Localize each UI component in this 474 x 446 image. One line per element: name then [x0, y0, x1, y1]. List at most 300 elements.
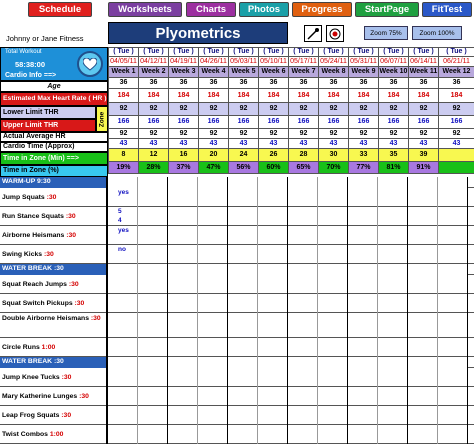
workout-entry-cell[interactable]: [108, 188, 138, 207]
time-zone-row-cell[interactable]: [139, 149, 169, 162]
workout-entry-cell[interactable]: [438, 387, 468, 406]
workout-entry-cell[interactable]: [438, 207, 468, 226]
workout-entry-cell[interactable]: [168, 368, 198, 387]
workout-entry-cell[interactable]: [228, 226, 258, 245]
workout-entry-cell[interactable]: [378, 188, 408, 207]
workout-entry-cell[interactable]: [378, 177, 408, 188]
workout-entry-cell[interactable]: [168, 245, 198, 264]
workout-entry-cell[interactable]: [258, 425, 288, 444]
workout-entry-cell[interactable]: [348, 177, 378, 188]
workout-entry-cell[interactable]: [138, 264, 168, 275]
workout-entry-cell[interactable]: [138, 188, 168, 207]
week-row-cell[interactable]: [139, 67, 169, 78]
workout-entry-cell[interactable]: [408, 207, 438, 226]
time-zone-row-cell[interactable]: [319, 149, 349, 162]
workout-entry-cell[interactable]: [378, 338, 408, 357]
lower-row-cell[interactable]: [229, 103, 259, 116]
workout-entry-cell[interactable]: [318, 245, 348, 264]
workout-entry-cell[interactable]: [408, 226, 438, 245]
workout-entry-cell[interactable]: [258, 275, 288, 294]
cardio-time-row-cell[interactable]: [169, 139, 199, 149]
workout-entry-cell[interactable]: [438, 338, 468, 357]
workout-entry-cell[interactable]: [288, 245, 318, 264]
workout-entry-cell[interactable]: [438, 226, 468, 245]
workout-entry-cell[interactable]: [438, 406, 468, 425]
workout-entry-cell[interactable]: [138, 177, 168, 188]
workout-entry-cell[interactable]: [438, 425, 468, 444]
cardio-time-row-cell[interactable]: [109, 139, 139, 149]
age-row-cell[interactable]: [109, 78, 139, 89]
workout-entry-cell[interactable]: [258, 294, 288, 313]
workout-entry-cell[interactable]: [258, 264, 288, 275]
workout-entry-cell[interactable]: [408, 357, 438, 368]
workout-entry-cell[interactable]: [318, 338, 348, 357]
date-row-cell[interactable]: [379, 57, 409, 67]
workout-entry-cell[interactable]: [348, 207, 378, 226]
workout-entry-cell[interactable]: [198, 294, 228, 313]
workout-entry-cell[interactable]: [228, 368, 258, 387]
workout-entry-cell[interactable]: [198, 275, 228, 294]
workout-entry-cell[interactable]: [198, 338, 228, 357]
workout-entry-cell[interactable]: [198, 357, 228, 368]
lower-row-cell[interactable]: [169, 103, 199, 116]
lower-row-cell[interactable]: [109, 103, 139, 116]
avg-row-cell[interactable]: [319, 129, 349, 139]
upper-row-cell[interactable]: [109, 116, 139, 129]
workout-entry-cell[interactable]: [108, 338, 138, 357]
workout-entry-cell[interactable]: [108, 387, 138, 406]
workout-entry-cell[interactable]: [318, 425, 348, 444]
zoom-100-button[interactable]: Zoom 100%: [412, 26, 462, 40]
workout-entry-cell[interactable]: [318, 313, 348, 338]
max-hr-row-cell[interactable]: [229, 89, 259, 103]
startpage-button[interactable]: StartPage: [355, 2, 419, 17]
workout-entry-cell[interactable]: [348, 338, 378, 357]
week-row-cell[interactable]: [409, 67, 439, 78]
workout-entry-cell[interactable]: [348, 294, 378, 313]
day-row-cell[interactable]: [109, 48, 139, 57]
workout-entry-cell[interactable]: [378, 387, 408, 406]
workout-entry-cell[interactable]: [318, 294, 348, 313]
lower-row-cell[interactable]: [349, 103, 379, 116]
workout-entry-cell[interactable]: [258, 177, 288, 188]
workout-entry-cell[interactable]: [168, 338, 198, 357]
workout-entry-cell[interactable]: [288, 406, 318, 425]
workout-entry-cell[interactable]: [198, 226, 228, 245]
workout-entry-cell[interactable]: [408, 264, 438, 275]
workout-entry-cell[interactable]: [108, 245, 138, 264]
age-row-cell[interactable]: [169, 78, 199, 89]
workout-entry-cell[interactable]: [138, 406, 168, 425]
time-zone-row-cell[interactable]: [439, 149, 474, 162]
workout-entry-cell[interactable]: [438, 313, 468, 338]
time-pct-row-cell[interactable]: [439, 162, 474, 174]
time-zone-row-cell[interactable]: [349, 149, 379, 162]
week-row-cell[interactable]: [439, 67, 474, 78]
workout-entry-cell[interactable]: [138, 313, 168, 338]
workout-entry-cell[interactable]: [258, 188, 288, 207]
workout-entry-cell[interactable]: [228, 245, 258, 264]
workout-entry-cell[interactable]: [348, 387, 378, 406]
cardio-time-row-cell[interactable]: [259, 139, 289, 149]
avg-row-cell[interactable]: [169, 129, 199, 139]
workout-entry-cell[interactable]: [348, 357, 378, 368]
cardio-time-row-cell[interactable]: [409, 139, 439, 149]
workout-entry-cell[interactable]: [228, 207, 258, 226]
workout-entry-cell[interactable]: [378, 207, 408, 226]
time-pct-row-cell[interactable]: [349, 162, 379, 174]
day-row-cell[interactable]: [289, 48, 319, 57]
day-row-cell[interactable]: [199, 48, 229, 57]
workout-entry-cell[interactable]: [348, 275, 378, 294]
workout-entry-cell[interactable]: [318, 207, 348, 226]
date-row-cell[interactable]: [259, 57, 289, 67]
workout-entry-cell[interactable]: [258, 313, 288, 338]
workout-entry-cell[interactable]: [138, 245, 168, 264]
workout-entry-cell[interactable]: [138, 338, 168, 357]
workout-entry-cell[interactable]: [408, 387, 438, 406]
max-hr-row-cell[interactable]: [319, 89, 349, 103]
workout-entry-cell[interactable]: [168, 177, 198, 188]
workout-entry-cell[interactable]: [408, 368, 438, 387]
time-zone-row-cell[interactable]: [259, 149, 289, 162]
workout-entry-cell[interactable]: [168, 425, 198, 444]
workout-entry-cell[interactable]: [258, 207, 288, 226]
max-hr-row-cell[interactable]: [379, 89, 409, 103]
workout-entry-cell[interactable]: [348, 245, 378, 264]
workout-entry-cell[interactable]: [318, 406, 348, 425]
lower-row-cell[interactable]: [409, 103, 439, 116]
avg-row-cell[interactable]: [259, 129, 289, 139]
workout-entry-cell[interactable]: [228, 357, 258, 368]
time-zone-row-cell[interactable]: [409, 149, 439, 162]
workout-entry-cell[interactable]: [318, 275, 348, 294]
time-pct-row-cell[interactable]: [379, 162, 409, 174]
date-row-cell[interactable]: [289, 57, 319, 67]
max-hr-row-cell[interactable]: [199, 89, 229, 103]
workout-entry-cell[interactable]: [108, 313, 138, 338]
lower-row-cell[interactable]: [319, 103, 349, 116]
week-row-cell[interactable]: [319, 67, 349, 78]
date-row-cell[interactable]: [349, 57, 379, 67]
upper-row-cell[interactable]: [319, 116, 349, 129]
workout-entry-cell[interactable]: [348, 188, 378, 207]
workout-entry-cell[interactable]: [438, 245, 468, 264]
workout-entry-cell[interactable]: [348, 226, 378, 245]
workout-entry-cell[interactable]: [408, 177, 438, 188]
workout-entry-cell[interactable]: [228, 338, 258, 357]
time-pct-row-cell[interactable]: [229, 162, 259, 174]
upper-row-cell[interactable]: [379, 116, 409, 129]
upper-row-cell[interactable]: [349, 116, 379, 129]
age-row-cell[interactable]: [199, 78, 229, 89]
workout-entry-cell[interactable]: [408, 294, 438, 313]
cardio-time-row-cell[interactable]: [379, 139, 409, 149]
workout-entry-cell[interactable]: [438, 357, 468, 368]
charts-button[interactable]: Charts: [186, 2, 236, 17]
workout-entry-cell[interactable]: [108, 406, 138, 425]
time-zone-row-cell[interactable]: [169, 149, 199, 162]
workout-entry-cell[interactable]: [168, 207, 198, 226]
lower-row-cell[interactable]: [439, 103, 474, 116]
workout-entry-cell[interactable]: [138, 226, 168, 245]
workout-entry-cell[interactable]: [318, 387, 348, 406]
day-row-cell[interactable]: [229, 48, 259, 57]
avg-row-cell[interactable]: [409, 129, 439, 139]
workout-entry-cell[interactable]: [288, 275, 318, 294]
age-row-cell[interactable]: [259, 78, 289, 89]
workout-entry-cell[interactable]: [198, 313, 228, 338]
upper-row-cell[interactable]: [439, 116, 474, 129]
workout-entry-cell[interactable]: [378, 264, 408, 275]
upper-row-cell[interactable]: [169, 116, 199, 129]
time-pct-row-cell[interactable]: [259, 162, 289, 174]
workout-entry-cell[interactable]: [198, 188, 228, 207]
workout-entry-cell[interactable]: [318, 264, 348, 275]
avg-row-cell[interactable]: [439, 129, 474, 139]
workout-entry-cell[interactable]: [228, 406, 258, 425]
workout-entry-cell[interactable]: [288, 226, 318, 245]
workout-entry-cell[interactable]: [168, 226, 198, 245]
workout-entry-cell[interactable]: [378, 294, 408, 313]
date-row-cell[interactable]: [229, 57, 259, 67]
workout-entry-cell[interactable]: [108, 207, 138, 226]
age-row-cell[interactable]: [349, 78, 379, 89]
workout-entry-cell[interactable]: [108, 177, 138, 188]
workout-entry-cell[interactable]: [408, 338, 438, 357]
day-row-cell[interactable]: [139, 48, 169, 57]
workout-entry-cell[interactable]: [378, 313, 408, 338]
workout-entry-cell[interactable]: [168, 357, 198, 368]
week-row-cell[interactable]: [289, 67, 319, 78]
date-row-cell[interactable]: [439, 57, 474, 67]
workout-entry-cell[interactable]: [198, 425, 228, 444]
date-row-cell[interactable]: [409, 57, 439, 67]
heart-icon[interactable]: [77, 51, 103, 77]
workout-entry-cell[interactable]: [108, 368, 138, 387]
workout-entry-cell[interactable]: [438, 275, 468, 294]
lower-row-cell[interactable]: [379, 103, 409, 116]
workout-entry-cell[interactable]: [378, 226, 408, 245]
avg-row-cell[interactable]: [289, 129, 319, 139]
avg-row-cell[interactable]: [229, 129, 259, 139]
workout-entry-cell[interactable]: [378, 425, 408, 444]
workout-entry-cell[interactable]: [378, 357, 408, 368]
avg-row-cell[interactable]: [379, 129, 409, 139]
cardio-time-row-cell[interactable]: [439, 139, 474, 149]
workout-entry-cell[interactable]: [438, 188, 468, 207]
age-row-cell[interactable]: [139, 78, 169, 89]
age-row-cell[interactable]: [379, 78, 409, 89]
upper-row-cell[interactable]: [259, 116, 289, 129]
workout-entry-cell[interactable]: [438, 177, 468, 188]
upper-row-cell[interactable]: [199, 116, 229, 129]
workout-entry-cell[interactable]: [138, 207, 168, 226]
workout-entry-cell[interactable]: [108, 264, 138, 275]
workout-entry-cell[interactable]: [108, 275, 138, 294]
time-pct-row-cell[interactable]: [409, 162, 439, 174]
workout-entry-cell[interactable]: [108, 357, 138, 368]
day-row-cell[interactable]: [169, 48, 199, 57]
max-hr-row-cell[interactable]: [109, 89, 139, 103]
lower-row-cell[interactable]: [289, 103, 319, 116]
workout-entry-cell[interactable]: [348, 264, 378, 275]
workout-entry-cell[interactable]: [378, 368, 408, 387]
workout-entry-cell[interactable]: [108, 294, 138, 313]
age-row-cell[interactable]: [289, 78, 319, 89]
date-row-cell[interactable]: [109, 57, 139, 67]
workout-entry-cell[interactable]: [198, 264, 228, 275]
workout-entry-cell[interactable]: [408, 425, 438, 444]
workout-entry-cell[interactable]: [348, 425, 378, 444]
workout-entry-cell[interactable]: [318, 368, 348, 387]
workout-entry-cell[interactable]: [228, 425, 258, 444]
workout-entry-cell[interactable]: [378, 245, 408, 264]
date-row-cell[interactable]: [319, 57, 349, 67]
workout-entry-cell[interactable]: [168, 275, 198, 294]
max-hr-row-cell[interactable]: [169, 89, 199, 103]
workout-entry-cell[interactable]: [408, 275, 438, 294]
record-icon[interactable]: [326, 25, 344, 42]
max-hr-row-cell[interactable]: [409, 89, 439, 103]
time-zone-row-cell[interactable]: [109, 149, 139, 162]
workout-entry-cell[interactable]: [258, 387, 288, 406]
workout-entry-cell[interactable]: [378, 406, 408, 425]
lower-row-cell[interactable]: [259, 103, 289, 116]
workout-entry-cell[interactable]: [168, 294, 198, 313]
workout-entry-cell[interactable]: [168, 313, 198, 338]
workout-entry-cell[interactable]: [348, 368, 378, 387]
avg-row-cell[interactable]: [109, 129, 139, 139]
cardio-time-row-cell[interactable]: [199, 139, 229, 149]
upper-row-cell[interactable]: [229, 116, 259, 129]
workout-entry-cell[interactable]: [228, 387, 258, 406]
upper-row-cell[interactable]: [289, 116, 319, 129]
workout-entry-cell[interactable]: [348, 406, 378, 425]
fittest-button[interactable]: FitTest: [422, 2, 472, 17]
workout-entry-cell[interactable]: [438, 294, 468, 313]
workout-entry-cell[interactable]: [228, 313, 258, 338]
week-row-cell[interactable]: [379, 67, 409, 78]
zoom-75-button[interactable]: Zoom 75%: [364, 26, 408, 40]
workout-entry-cell[interactable]: [138, 357, 168, 368]
max-hr-row-cell[interactable]: [349, 89, 379, 103]
workout-entry-cell[interactable]: [408, 245, 438, 264]
workout-entry-cell[interactable]: [258, 226, 288, 245]
cardio-time-row-cell[interactable]: [139, 139, 169, 149]
time-zone-row-cell[interactable]: [289, 149, 319, 162]
workout-entry-cell[interactable]: [258, 406, 288, 425]
cardio-time-row-cell[interactable]: [319, 139, 349, 149]
avg-row-cell[interactable]: [199, 129, 229, 139]
workout-entry-cell[interactable]: [408, 406, 438, 425]
workout-entry-cell[interactable]: [288, 188, 318, 207]
workout-entry-cell[interactable]: [258, 338, 288, 357]
workout-entry-cell[interactable]: [138, 294, 168, 313]
workout-entry-cell[interactable]: [138, 425, 168, 444]
workout-entry-cell[interactable]: [228, 264, 258, 275]
max-hr-row-cell[interactable]: [259, 89, 289, 103]
workout-entry-cell[interactable]: [438, 368, 468, 387]
lower-row-cell[interactable]: [199, 103, 229, 116]
cardio-time-row-cell[interactable]: [289, 139, 319, 149]
workout-entry-cell[interactable]: [288, 177, 318, 188]
date-row-cell[interactable]: [139, 57, 169, 67]
workout-entry-cell[interactable]: [288, 338, 318, 357]
workout-entry-cell[interactable]: [258, 368, 288, 387]
workout-entry-cell[interactable]: [168, 387, 198, 406]
time-pct-row-cell[interactable]: [109, 162, 139, 174]
time-pct-row-cell[interactable]: [199, 162, 229, 174]
age-row-cell[interactable]: [319, 78, 349, 89]
workout-entry-cell[interactable]: [438, 264, 468, 275]
time-pct-row-cell[interactable]: [169, 162, 199, 174]
age-row-cell[interactable]: [229, 78, 259, 89]
workout-entry-cell[interactable]: [168, 264, 198, 275]
day-row-cell[interactable]: [319, 48, 349, 57]
workout-entry-cell[interactable]: [198, 245, 228, 264]
day-row-cell[interactable]: [439, 48, 474, 57]
time-pct-row-cell[interactable]: [319, 162, 349, 174]
workout-entry-cell[interactable]: [258, 245, 288, 264]
upper-row-cell[interactable]: [409, 116, 439, 129]
workout-entry-cell[interactable]: [198, 387, 228, 406]
workout-entry-cell[interactable]: [408, 313, 438, 338]
max-hr-row-cell[interactable]: [439, 89, 474, 103]
time-pct-row-cell[interactable]: [289, 162, 319, 174]
schedule-button[interactable]: Schedule: [28, 2, 92, 17]
workout-entry-cell[interactable]: [228, 188, 258, 207]
day-row-cell[interactable]: [349, 48, 379, 57]
week-row-cell[interactable]: [199, 67, 229, 78]
workout-entry-cell[interactable]: [378, 275, 408, 294]
workout-entry-cell[interactable]: [198, 368, 228, 387]
workout-entry-cell[interactable]: [258, 357, 288, 368]
max-hr-row-cell[interactable]: [289, 89, 319, 103]
upper-row-cell[interactable]: [139, 116, 169, 129]
workout-entry-cell[interactable]: [288, 368, 318, 387]
workout-entry-cell[interactable]: [288, 207, 318, 226]
workout-entry-cell[interactable]: [138, 368, 168, 387]
workout-entry-cell[interactable]: [288, 387, 318, 406]
day-row-cell[interactable]: [379, 48, 409, 57]
progress-button[interactable]: Progress: [292, 2, 352, 17]
cardio-time-row-cell[interactable]: [229, 139, 259, 149]
edit-tool-icon[interactable]: [304, 25, 322, 42]
time-pct-row-cell[interactable]: [139, 162, 169, 174]
day-row-cell[interactable]: [259, 48, 289, 57]
workout-entry-cell[interactable]: [318, 226, 348, 245]
week-row-cell[interactable]: [169, 67, 199, 78]
date-row-cell[interactable]: [169, 57, 199, 67]
day-row-cell[interactable]: [409, 48, 439, 57]
workout-entry-cell[interactable]: [228, 294, 258, 313]
avg-row-cell[interactable]: [139, 129, 169, 139]
workout-entry-cell[interactable]: [108, 226, 138, 245]
workout-entry-cell[interactable]: [348, 313, 378, 338]
workout-entry-cell[interactable]: [318, 188, 348, 207]
week-row-cell[interactable]: [229, 67, 259, 78]
workout-entry-cell[interactable]: [228, 275, 258, 294]
time-zone-row-cell[interactable]: [229, 149, 259, 162]
workout-entry-cell[interactable]: [198, 177, 228, 188]
workout-entry-cell[interactable]: [138, 275, 168, 294]
age-row-cell[interactable]: [439, 78, 474, 89]
workout-entry-cell[interactable]: [318, 177, 348, 188]
workout-entry-cell[interactable]: [408, 188, 438, 207]
workout-entry-cell[interactable]: [198, 207, 228, 226]
photos-button[interactable]: Photos: [239, 2, 289, 17]
